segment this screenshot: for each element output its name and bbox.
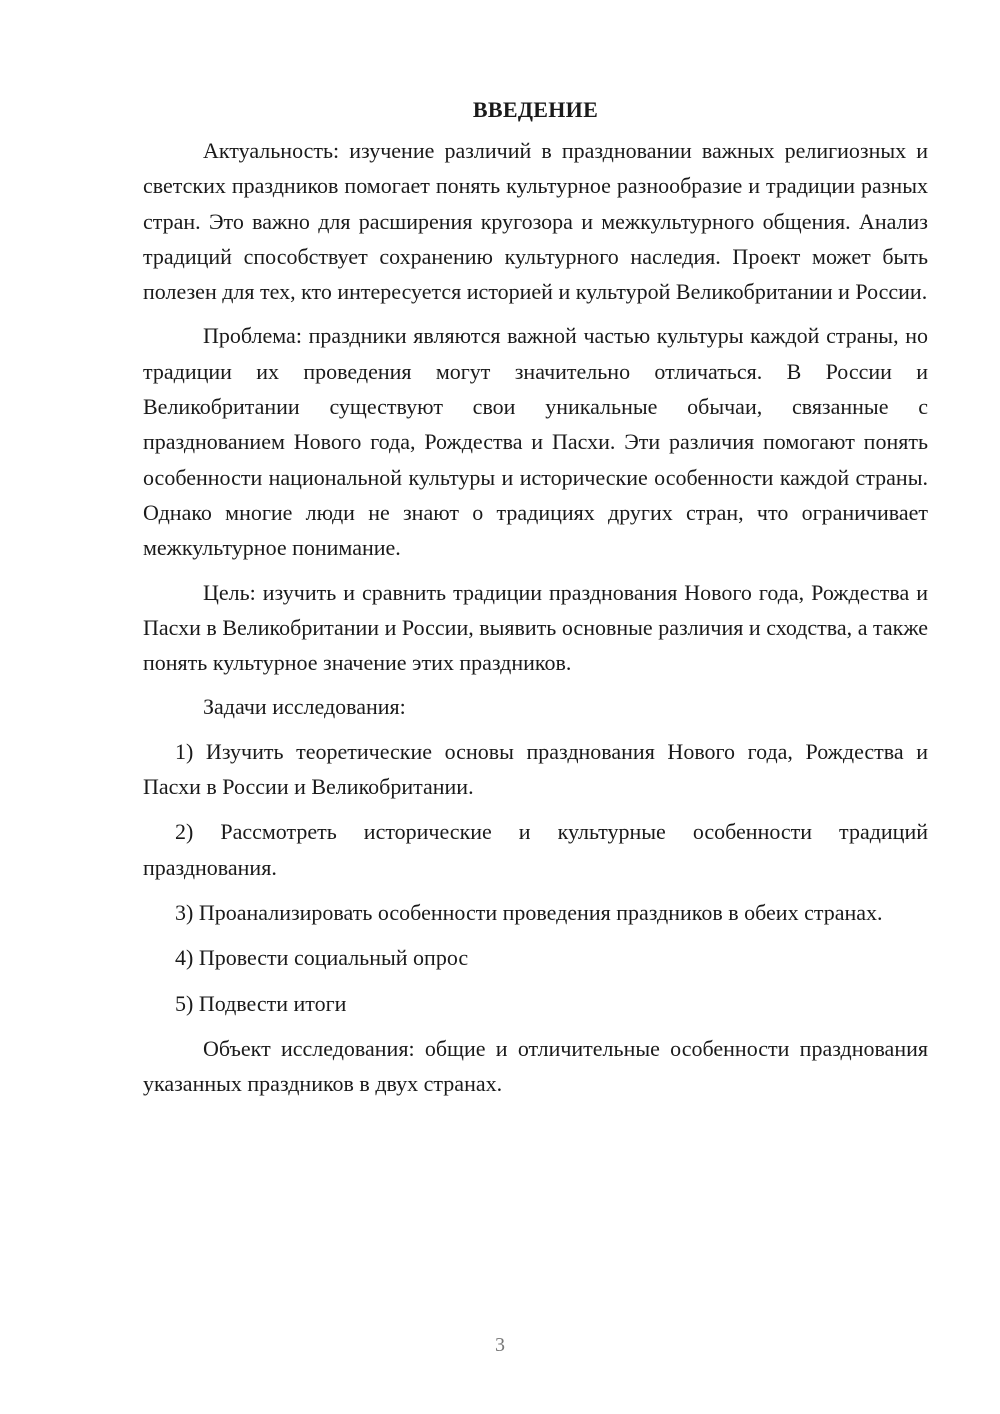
page-title: ВВЕДЕНИЕ <box>472 97 599 122</box>
task-item-1: 1) Изучить теоретические основы празднования Нового года, Рождества и Пасхи в России и Великобритании. <box>143 738 928 800</box>
task-item-3: 3) Проанализировать особенности проведения праздников в обеих странах. <box>175 899 883 925</box>
page-number: 3 <box>495 1334 505 1356</box>
task-item-2: 2) Рассмотреть исторические и культурные особенности традиций празднования. <box>143 819 928 880</box>
tasks-heading: Задачи исследования: <box>203 694 406 720</box>
task-item-4: 4) Провести социальный опрос <box>175 945 469 971</box>
relevance-paragraph: Актуальность: изучение различий в праздновании важных религиозных и светских праздников помогает понять культурное разнообразие и традиции разных стран. Это важно для расширения кругозора и межкультурного общения. Анализ традиций способствует сохранению культурного наследия. Проект может быть полезен для тех, кто интересуется историей и культурой Великобритании и России. <box>143 138 928 305</box>
goal-paragraph: Цель: изучить и сравнить традиции празднования Нового года, Рождества и Пасхи в Великобритании и России, выявить основные различия и сходства, а также понять культурное значение этих праздников. <box>143 579 928 676</box>
task-item-5: 5) Подвести итоги <box>175 990 347 1016</box>
problem-paragraph: Проблема: праздники являются важной частью культуры каждой страны, но традиции их проведения могут значительно отличаться. В России и Великобритании существуют свои уникальные обычаи, связанные с празднованием Нового года, Рождества и Пасхи. Эти различия помогают понять особенности национальной культуры и исторические особенности каждой страны. Однако многие люди не знают о традициях других стран, что ограничивает межкультурное понимание. <box>143 323 928 561</box>
document-page <box>143 95 928 1110</box>
object-paragraph: Объект исследования: общие и отличительные особенности празднования указанных праздников в двух странах. <box>143 1035 928 1097</box>
